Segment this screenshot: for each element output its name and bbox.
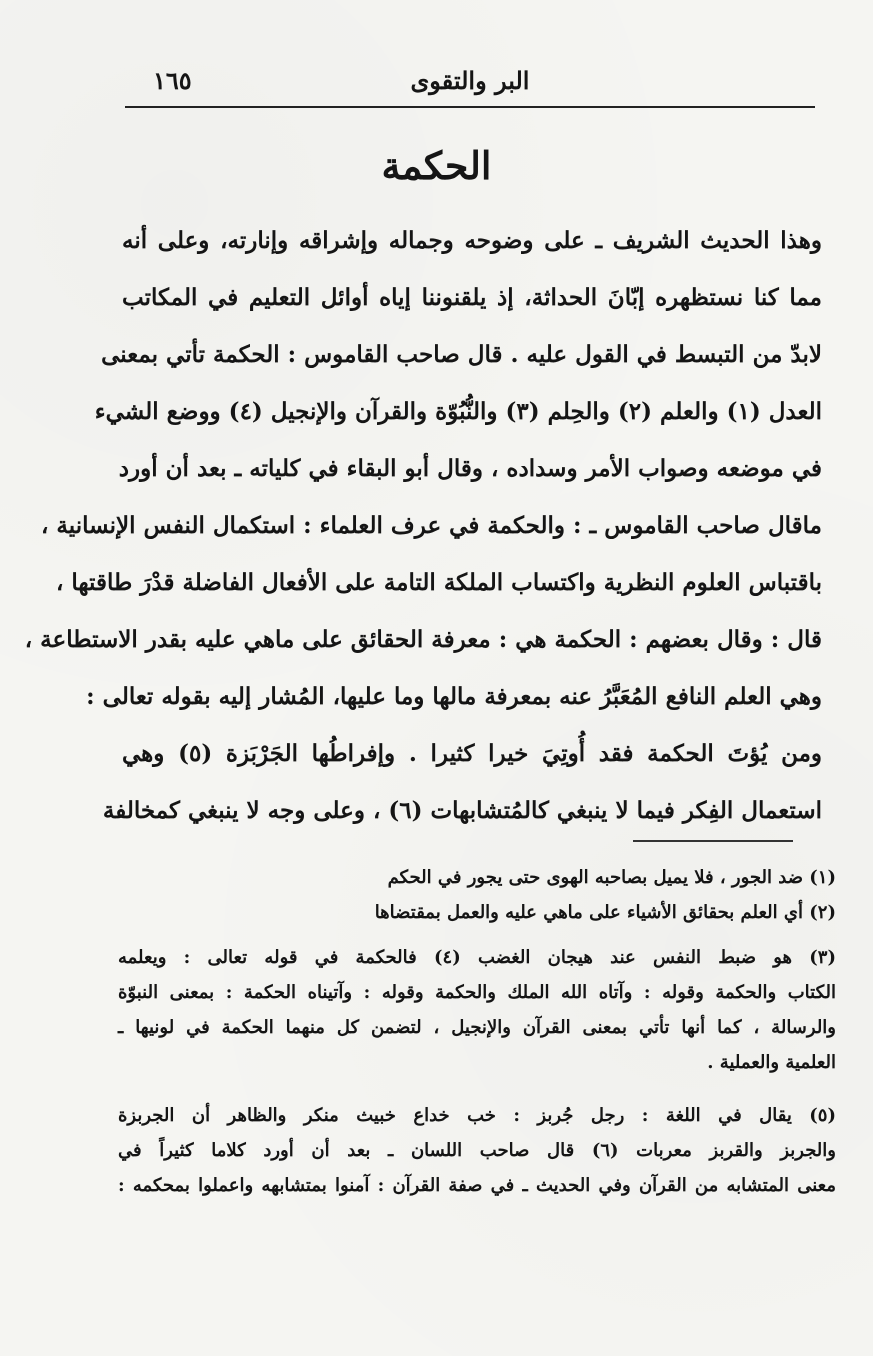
body-line: لابدّ من التبسط في القول عليه . قال صاحب القاموس : الحكمة تأتي بمعنى xyxy=(101,341,822,368)
footnote-line: والرسالة ، كما أنها تأتي بمعنى القرآن والإنجيل ، لتضمن كل منهما الحكمة في لونيها ـ xyxy=(118,1017,836,1038)
page-number: ١٦٥ xyxy=(153,66,192,95)
footnote-line: العلمية والعملية . xyxy=(707,1052,836,1073)
body-line: وهي العلم النافع المُعَبَّرُ عنه بمعرفة مالها وما عليها، المُشار إليه بقوله تعالى : xyxy=(86,683,822,710)
footnote-line: (٥) يقال في اللغة : رجل جُربز : خب خداع خبيث منكر والظاهر أن الجربزة xyxy=(118,1105,836,1126)
body-line: ماقال صاحب القاموس ـ : والحكمة في عرف العلماء : استكمال النفس الإنسانية ، xyxy=(41,512,822,539)
body-line: في موضعه وصواب الأمر وسداده ، وقال أبو البقاء في كلياته ـ بعد أن أورد xyxy=(118,455,822,482)
footnote-line: (٣) هو ضبط النفس عند هيجان الغضب (٤) فالحكمة في قوله تعالى : ويعلمه xyxy=(118,947,836,968)
body-line: استعمال الفِكر فيما لا ينبغي كالمُتشابهات (٦) ، وعلى وجه لا ينبغي كمخالفة xyxy=(102,797,822,824)
body-line: باقتباس العلوم النظرية واكتساب الملكة التامة على الأفعال الفاضلة قدْرَ طاقتها ، xyxy=(55,569,822,596)
body-line: مما كنا نستظهره إبّانَ الحداثة، إذ يلقنوننا إياه أوائل التعليم في المكاتب xyxy=(122,284,822,311)
footnotes xyxy=(118,860,836,1203)
footnote-line: (٢) أي العلم بحقائق الأشياء على ماهي عليه والعمل بمقتضاها xyxy=(374,902,836,923)
footnote-line: (١) ضد الجور ، فلا يميل بصاحبه الهوى حتى يجور في الحكم xyxy=(387,867,836,888)
footnote-line: معنى المتشابه من القرآن وفي الحديث ـ في صفة القرآن : آمنوا بمتشابهه واعملوا بمحكمه : xyxy=(118,1175,836,1196)
running-title: البر والتقوى xyxy=(410,66,530,95)
body-line: ومن يُؤتَ الحكمة فقد أُوتِيَ خيرا كثيرا . وإفراطُها الجَرْبَزة (٥) وهي xyxy=(122,740,822,767)
section-title: الحكمة xyxy=(381,143,492,188)
main-text xyxy=(24,212,822,839)
body-line: العدل (١) والعلم (٢) والحِلم (٣) والنُّبُوّة والقرآن والإنجيل (٤) ووضع الشيء xyxy=(94,398,822,425)
footnote-divider xyxy=(633,840,793,842)
header-rule xyxy=(125,106,815,108)
footnote-line: الكتاب والحكمة وقوله : وآتاه الله الملك والحكمة وقوله : وآتيناه الحكمة : بمعنى النبوّة xyxy=(118,982,836,1003)
body-line: وهذا الحديث الشريف ـ على وضوحه وجماله وإشراقه وإنارته، وعلى أنه xyxy=(122,227,822,254)
running-header xyxy=(125,66,815,104)
footnote-line: والجربز والقربز معربات (٦) قال صاحب اللسان ـ بعد أن أورد كلاما كثيراً في xyxy=(118,1140,836,1161)
body-line: قال : وقال بعضهم : الحكمة هي : معرفة الحقائق على ماهي عليه بقدر الاستطاعة ، xyxy=(24,626,822,653)
